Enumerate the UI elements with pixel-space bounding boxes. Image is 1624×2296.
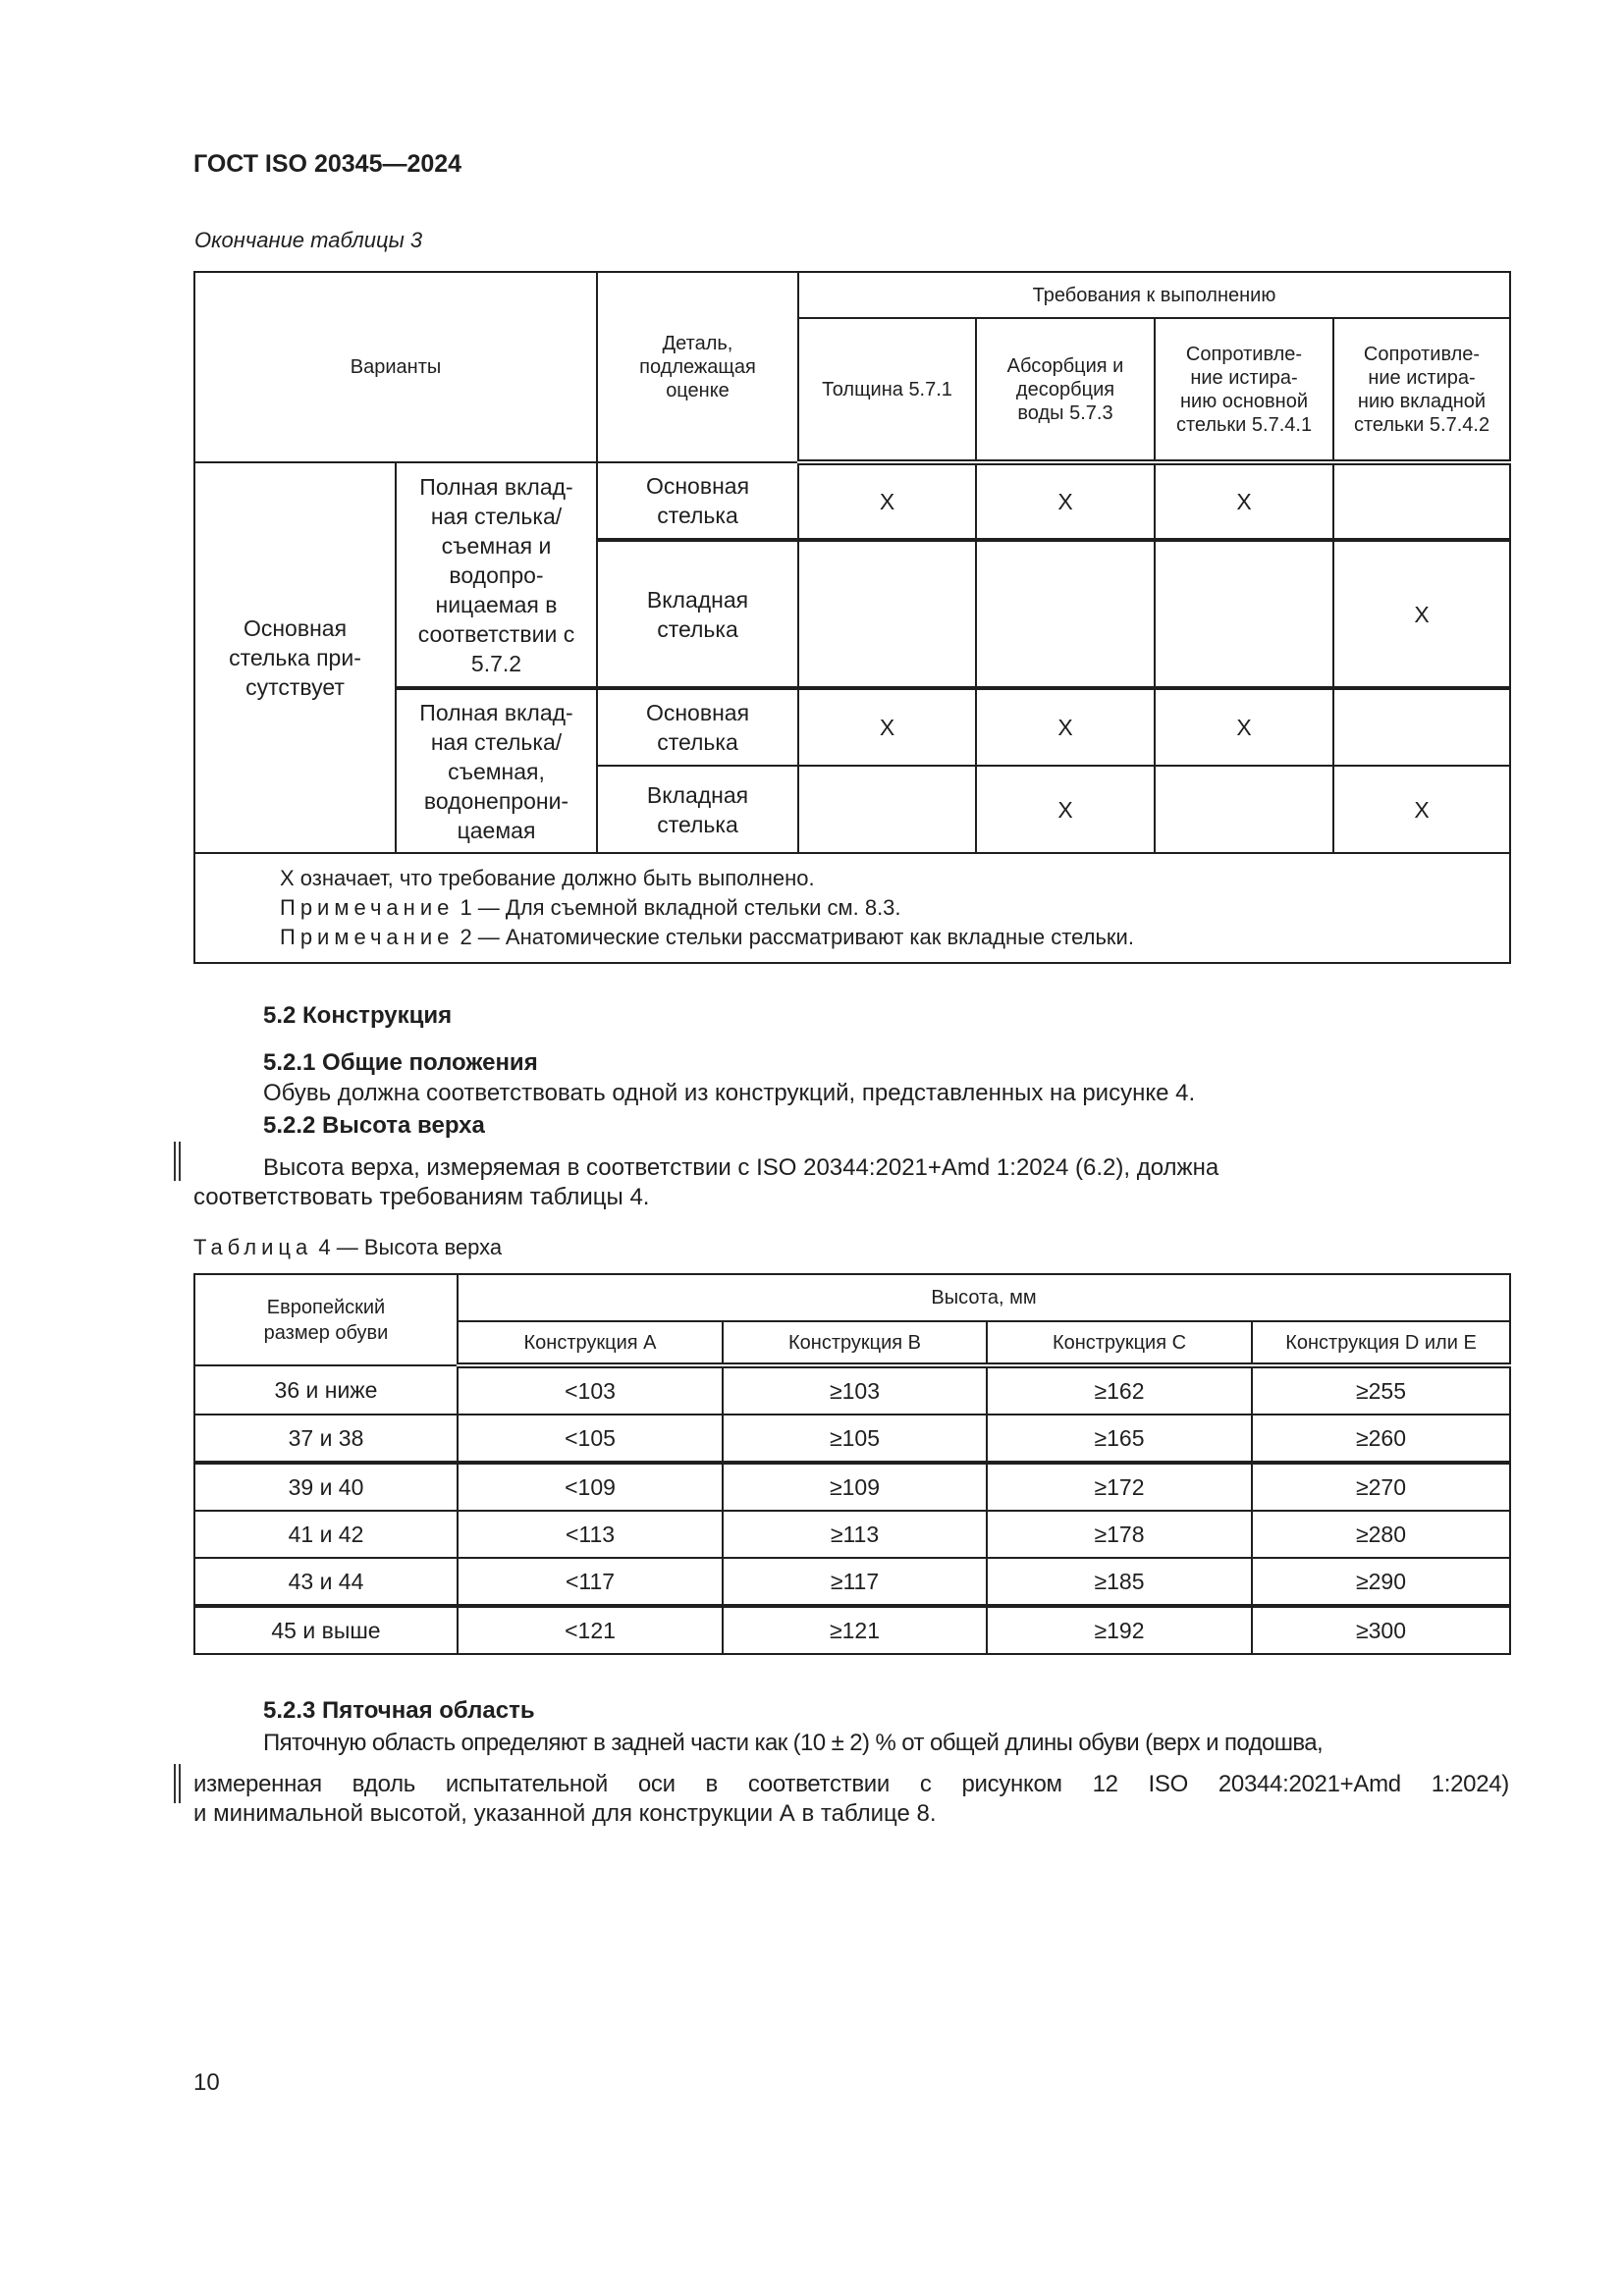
header-abrasion-insert: Сопротивле-ние истира-нию вкладной стельки 5.7.4.2 <box>1333 318 1510 462</box>
page-number: 10 <box>193 2069 220 2096</box>
mark-cell: X <box>1333 766 1510 853</box>
mark-cell <box>1155 540 1333 688</box>
value-cell: ≥290 <box>1252 1558 1510 1606</box>
header-construction-a: Конструкция А <box>458 1321 723 1365</box>
mark-cell: X <box>798 462 976 540</box>
table4-caption-title: 4 — Высота верха <box>312 1235 503 1259</box>
header-construction-b: Конструкция В <box>723 1321 987 1365</box>
note-2 <box>280 923 1509 952</box>
detail-cell: Вкладная стелька <box>597 766 798 853</box>
value-cell: <121 <box>458 1606 723 1654</box>
value-cell: ≥109 <box>723 1463 987 1511</box>
subgroup-label: Полная вклад-ная стелька/ съемная, водонепрони-цаемая <box>396 688 597 853</box>
header-abrasion-main: Сопротивле-ние истира-нию основной стельки 5.7.4.1 <box>1155 318 1333 462</box>
mark-cell <box>1333 688 1510 766</box>
header-detail: Деталь, подлежащая оценке <box>597 272 798 462</box>
table-4 <box>193 1273 1511 1655</box>
size-cell: 41 и 42 <box>194 1511 458 1558</box>
value-cell: ≥255 <box>1252 1365 1510 1415</box>
value-cell: <105 <box>458 1415 723 1463</box>
value-cell: ≥113 <box>723 1511 987 1558</box>
table-row <box>194 1606 1510 1654</box>
value-cell: <109 <box>458 1463 723 1511</box>
section-5-2-heading: 5.2 Конструкция <box>263 1002 453 1029</box>
group-label: Основная стелька при-сутствует <box>194 462 396 853</box>
table-row <box>194 1415 1510 1463</box>
note-label: Примечание <box>280 895 455 920</box>
table-row <box>194 1463 1510 1511</box>
section-5-2-2-heading: 5.2.2 Высота верха <box>263 1112 485 1139</box>
size-cell: 39 и 40 <box>194 1463 458 1511</box>
table-row <box>194 1558 1510 1606</box>
mark-cell: X <box>976 688 1155 766</box>
section-5-2-3-heading: 5.2.3 Пяточная область <box>263 1697 535 1724</box>
note-label: Примечание <box>280 925 455 949</box>
change-bar <box>174 1142 181 1181</box>
value-cell: ≥270 <box>1252 1463 1510 1511</box>
detail-cell: Основная стелька <box>597 462 798 540</box>
mark-cell: X <box>1333 540 1510 688</box>
table-notes <box>194 853 1510 963</box>
header-size: Европейский размер обуви <box>194 1274 458 1365</box>
value-cell: ≥165 <box>987 1415 1252 1463</box>
header-absorption: Абсорбция и десорбция воды 5.7.3 <box>976 318 1155 462</box>
table3-continuation-caption: Окончание таблицы 3 <box>194 228 423 252</box>
section-5-2-1-heading: 5.2.1 Общие положения <box>263 1049 538 1076</box>
note-1 <box>280 893 1509 923</box>
mark-cell <box>976 540 1155 688</box>
subgroup-label: Полная вклад-ная стелька/ съемная и водопро-ницаемая в соответствии с 5.7.2 <box>396 462 597 688</box>
mark-cell: X <box>976 766 1155 853</box>
value-cell: ≥260 <box>1252 1415 1510 1463</box>
section-5-2-1-text: Обувь должна соответствовать одной из конструкций, представленных на рисунке 4. <box>263 1080 1196 1106</box>
value-cell: ≥192 <box>987 1606 1252 1654</box>
value-cell: ≥300 <box>1252 1606 1510 1654</box>
change-bar <box>174 1764 181 1803</box>
value-cell: ≥162 <box>987 1365 1252 1415</box>
note-2-text: 2 — Анатомические стельки рассматривают как вкладные стельки. <box>454 925 1134 949</box>
value-cell: ≥280 <box>1252 1511 1510 1558</box>
table-row <box>194 1365 1510 1415</box>
size-cell: 37 и 38 <box>194 1415 458 1463</box>
value-cell: ≥121 <box>723 1606 987 1654</box>
size-cell: 43 и 44 <box>194 1558 458 1606</box>
table4-caption <box>193 1235 502 1260</box>
detail-cell: Основная стелька <box>597 688 798 766</box>
mark-cell: X <box>1155 462 1333 540</box>
table-row <box>194 1511 1510 1558</box>
section-5-2-3-line2: измеренная вдоль испытательной оси в соответствии с рисунком 12 ISO 20344:2021+Amd 1:2024) <box>193 1771 1509 1797</box>
header-height: Высота, мм <box>458 1274 1510 1321</box>
document-title: ГОСТ ISO 20345—2024 <box>193 150 462 178</box>
value-cell: ≥185 <box>987 1558 1252 1606</box>
value-cell: <103 <box>458 1365 723 1415</box>
value-cell: ≥178 <box>987 1511 1252 1558</box>
table-3 <box>193 271 1511 964</box>
mark-cell <box>798 540 976 688</box>
section-5-2-3-line3: и минимальной высотой, указанной для конструкции А в таблице 8. <box>193 1800 937 1827</box>
header-construction-c: Конструкция С <box>987 1321 1252 1365</box>
section-5-2-2-text-line2: соответствовать требованиям таблицы 4. <box>193 1184 650 1210</box>
table4-caption-label: Таблица <box>193 1235 313 1259</box>
section-5-2-3-line1: Пяточную область определяют в задней части как (10 ± 2) % от общей длины обуви (верх и подошва, <box>263 1730 1324 1756</box>
mark-cell <box>1333 462 1510 540</box>
value-cell: ≥103 <box>723 1365 987 1415</box>
value-cell: ≥117 <box>723 1558 987 1606</box>
header-construction-de: Конструкция D или E <box>1252 1321 1510 1365</box>
value-cell: <117 <box>458 1558 723 1606</box>
legend-note: X означает, что требование должно быть выполнено. <box>280 866 815 890</box>
value-cell: ≥172 <box>987 1463 1252 1511</box>
mark-cell: X <box>798 688 976 766</box>
value-cell: <113 <box>458 1511 723 1558</box>
table-row <box>194 462 1510 540</box>
mark-cell: X <box>976 462 1155 540</box>
note-1-text: 1 — Для съемной вкладной стельки см. 8.3. <box>454 895 901 920</box>
mark-cell <box>798 766 976 853</box>
detail-cell: Вкладная стелька <box>597 540 798 688</box>
section-5-2-2-text-line1: Высота верха, измеряемая в соответствии с ISO 20344:2021+Amd 1:2024 (6.2), должна <box>263 1154 1219 1181</box>
mark-cell: X <box>1155 688 1333 766</box>
header-requirements: Требования к выполнению <box>798 272 1510 318</box>
size-cell: 36 и ниже <box>194 1365 458 1415</box>
size-cell: 45 и выше <box>194 1606 458 1654</box>
mark-cell <box>1155 766 1333 853</box>
value-cell: ≥105 <box>723 1415 987 1463</box>
header-variants: Варианты <box>194 272 597 462</box>
header-thickness: Толщина 5.7.1 <box>798 318 976 462</box>
